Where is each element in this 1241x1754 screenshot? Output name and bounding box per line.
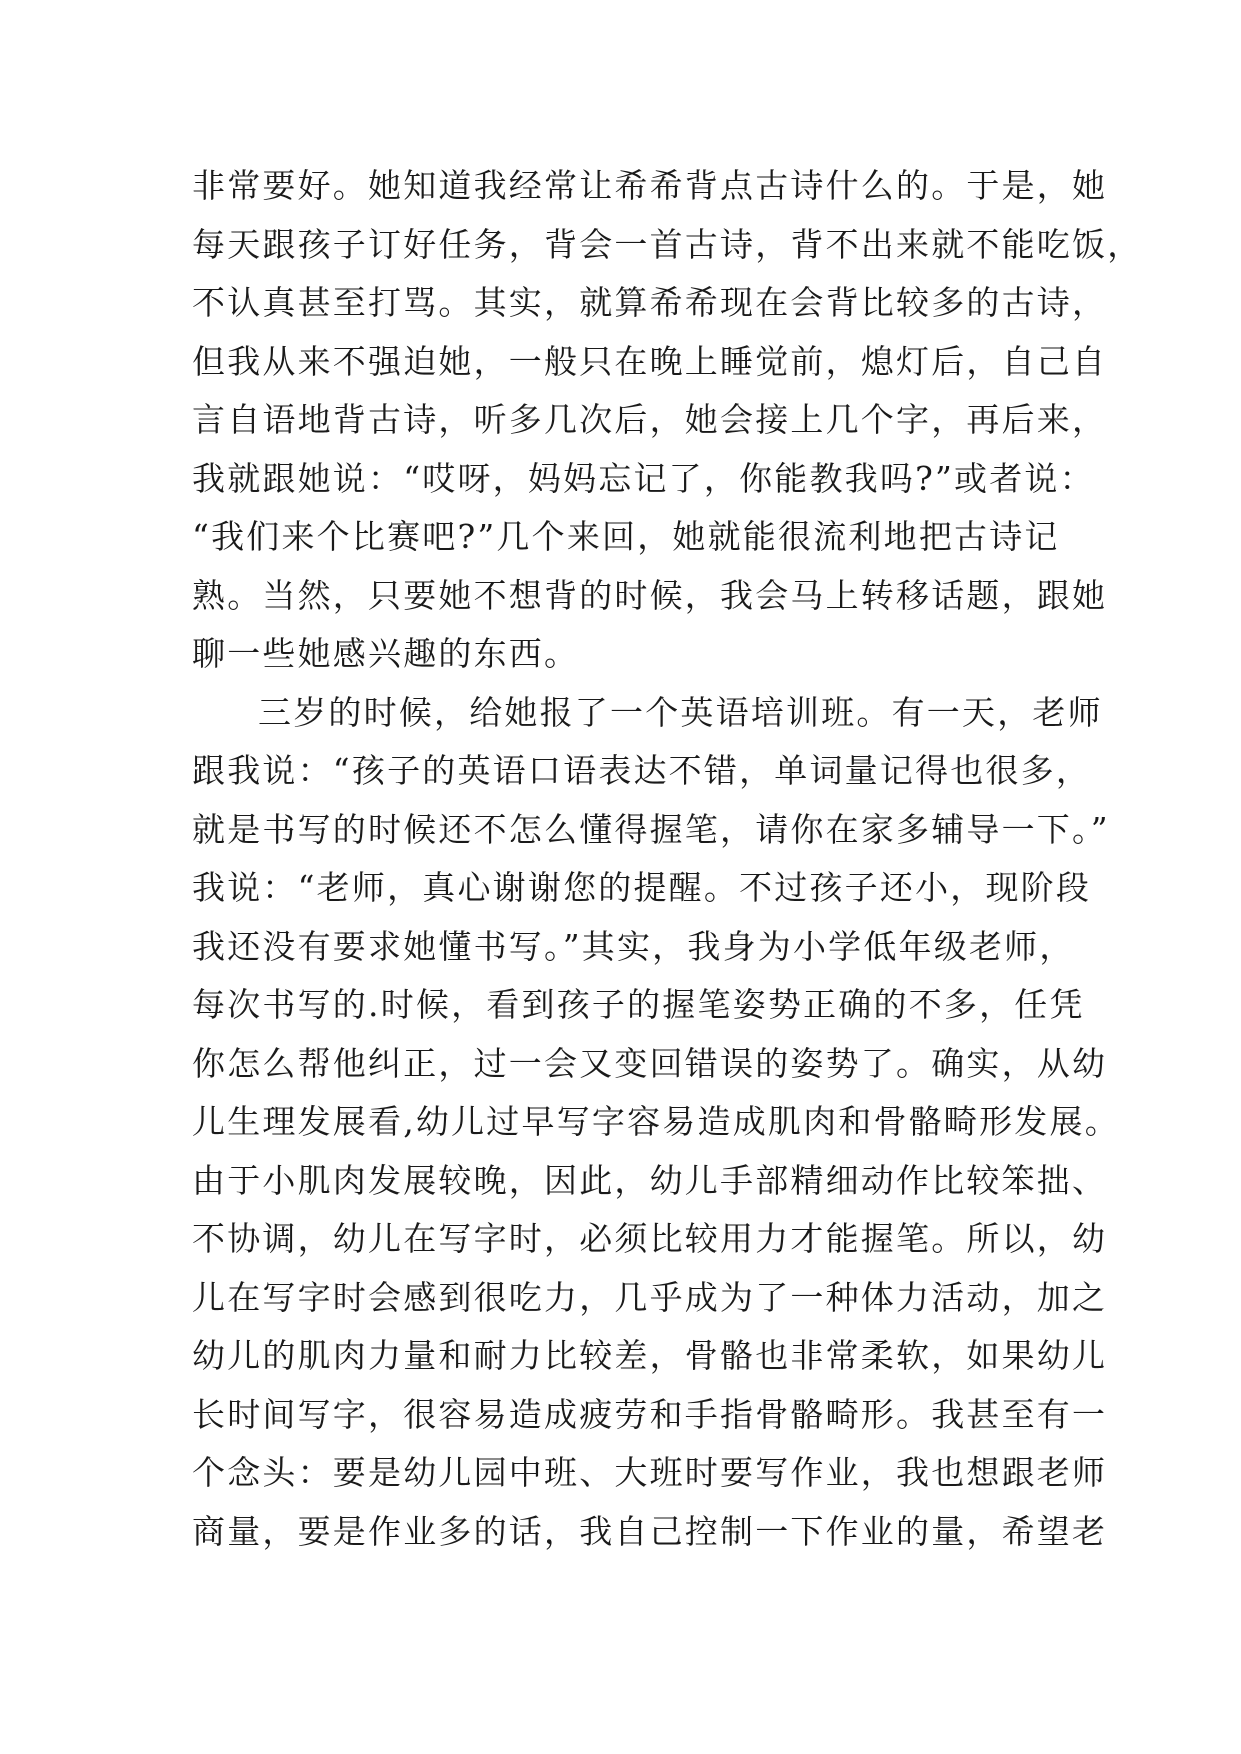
text-line: 幼儿的肌肉力量和耐力比较差，骨骼也非常柔软，如果幼儿	[192, 1336, 1108, 1375]
text-line: 每次书写的.时候，看到孩子的握笔姿势正确的不多，任凭	[192, 985, 1085, 1024]
text-line: 由于小肌肉发展较晚，因此，幼儿手部精细动作比较笨拙、	[192, 1160, 1108, 1200]
text-line: 长时间写字，很容易造成疲劳和手指骨骼畸形。我甚至有一	[192, 1394, 1108, 1434]
text-line: “我们来个比赛吧?”几个来回，她就能很流利地把古诗记	[192, 517, 1060, 556]
paragraph-start-line: 三岁的时候，给她报了一个英语培训班。有一天，老师	[258, 692, 1103, 732]
text-line: 商量，要是作业多的话，我自己控制一下作业的量，希望老	[192, 1511, 1108, 1551]
text-line: 就是书写的时候还不怎么懂得握笔，请你在家多辅导一下。”	[192, 809, 1110, 849]
text-line: 但我从来不强迫她，一般只在晚上睡觉前，熄灯后，自己自	[192, 341, 1108, 381]
text-line: 言自语地背古诗，听多几次后，她会接上几个字，再后来，	[192, 400, 1108, 439]
text-line: 熟。当然，只要她不想背的时候，我会马上转移话题，跟她	[192, 575, 1108, 615]
body-text	[192, 157, 1143, 1561]
text-line: 你怎么帮他纠正，过一会又变回错误的姿势了。确实，从幼	[192, 1043, 1108, 1083]
text-line: 我还没有要求她懂书写。”其实，我身为小学低年级老师，	[192, 926, 1075, 966]
text-line: 不认真甚至打骂。其实，就算希希现在会背比较多的古诗，	[192, 283, 1108, 322]
text-line: 每天跟孩子订好任务，背会一首古诗，背不出来就不能吃饭，	[192, 224, 1143, 264]
text-line: 跟我说：“孩子的英语口语表达不错，单词量记得也很多，	[192, 751, 1092, 790]
text-line: 儿在写字时会感到很吃力，几乎成为了一种体力活动，加之	[192, 1277, 1108, 1317]
text-line: 我说：“老师，真心谢谢您的提醒。不过孩子还小，现阶段	[192, 868, 1092, 907]
text-line: 非常要好。她知道我经常让希希背点古诗什么的。于是，她	[192, 166, 1108, 205]
text-line: 儿生理发展看,幼儿过早写字容易造成肌肉和骨骼畸形发展。	[192, 1102, 1120, 1141]
text-line: 不协调，幼儿在写字时，必须比较用力才能握笔。所以，幼	[192, 1219, 1108, 1258]
text-line: 聊一些她感兴趣的东西。	[192, 634, 580, 673]
text-line: 个念头：要是幼儿园中班、大班时要写作业，我也想跟老师	[192, 1453, 1108, 1492]
text-line: 我就跟她说：“哎呀，妈妈忘记了，你能教我吗?”或者说：	[192, 458, 1095, 498]
